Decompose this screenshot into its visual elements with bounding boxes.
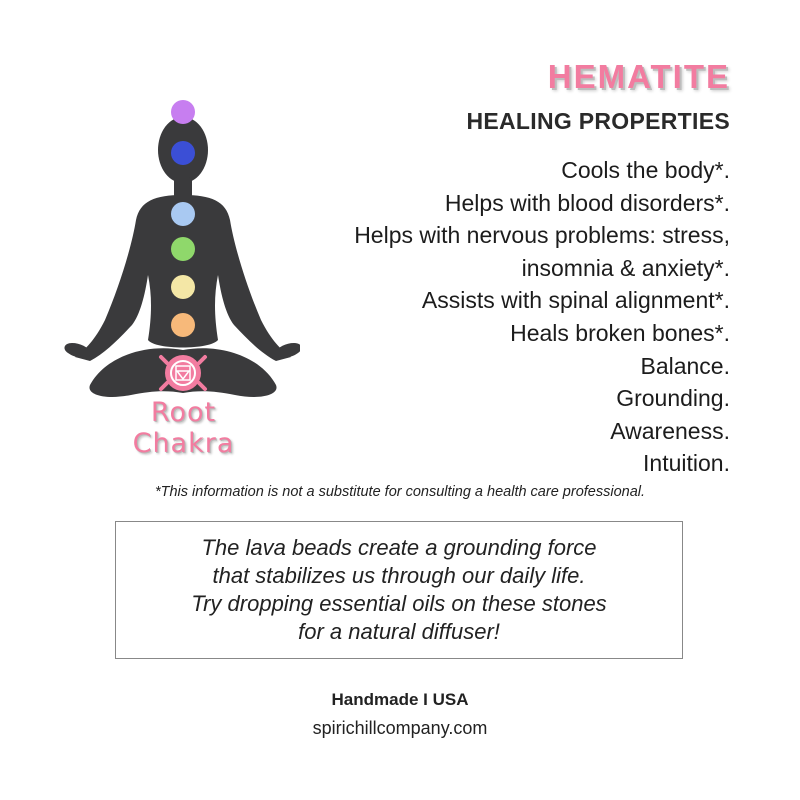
properties-list <box>354 154 730 480</box>
property-item: insomnia & anxiety*. <box>521 254 730 281</box>
third-eye-chakra-dot <box>171 141 195 165</box>
property-item: Heals broken bones*. <box>510 319 730 346</box>
property-item: Cools the body*. <box>561 157 730 183</box>
property-item: Balance. <box>640 352 730 379</box>
lava-beads-quote-box <box>115 521 683 659</box>
quote-line: that stabilizes us through our daily life. <box>212 563 586 588</box>
solar-plexus-chakra-dot <box>171 275 195 299</box>
heart-chakra-dot <box>171 237 195 261</box>
meditation-figure <box>60 95 300 440</box>
throat-chakra-dot <box>171 202 195 226</box>
quote-line: Try dropping essential oils on these stones <box>191 591 607 616</box>
stone-name-heading: HEMATITE <box>547 58 730 95</box>
chakra-silhouette-illustration <box>60 95 300 440</box>
property-item: Assists with spinal alignment*. <box>421 287 730 314</box>
property-item: Helps with blood disorders*. <box>444 189 730 216</box>
sacral-chakra-dot <box>171 313 195 337</box>
handmade-label: Handmade I USA <box>331 690 469 709</box>
quote-line: for a natural diffuser! <box>298 619 500 644</box>
property-item: Grounding. <box>616 385 730 412</box>
chakra-caption: Root Chakra <box>132 397 235 459</box>
property-item: Helps with nervous problems: stress, <box>354 222 730 249</box>
quote-line: The lava beads create a grounding force <box>201 535 597 560</box>
property-item: Awareness. <box>610 417 730 444</box>
health-disclaimer: *This information is not a substitute for consulting a health care professional. <box>154 484 646 500</box>
crown-chakra-dot <box>171 100 195 124</box>
healing-properties-heading: HEALING PROPERTIES <box>466 108 730 134</box>
website-label: spirichillcompany.com <box>312 718 488 738</box>
property-item: Intuition. <box>643 450 730 477</box>
